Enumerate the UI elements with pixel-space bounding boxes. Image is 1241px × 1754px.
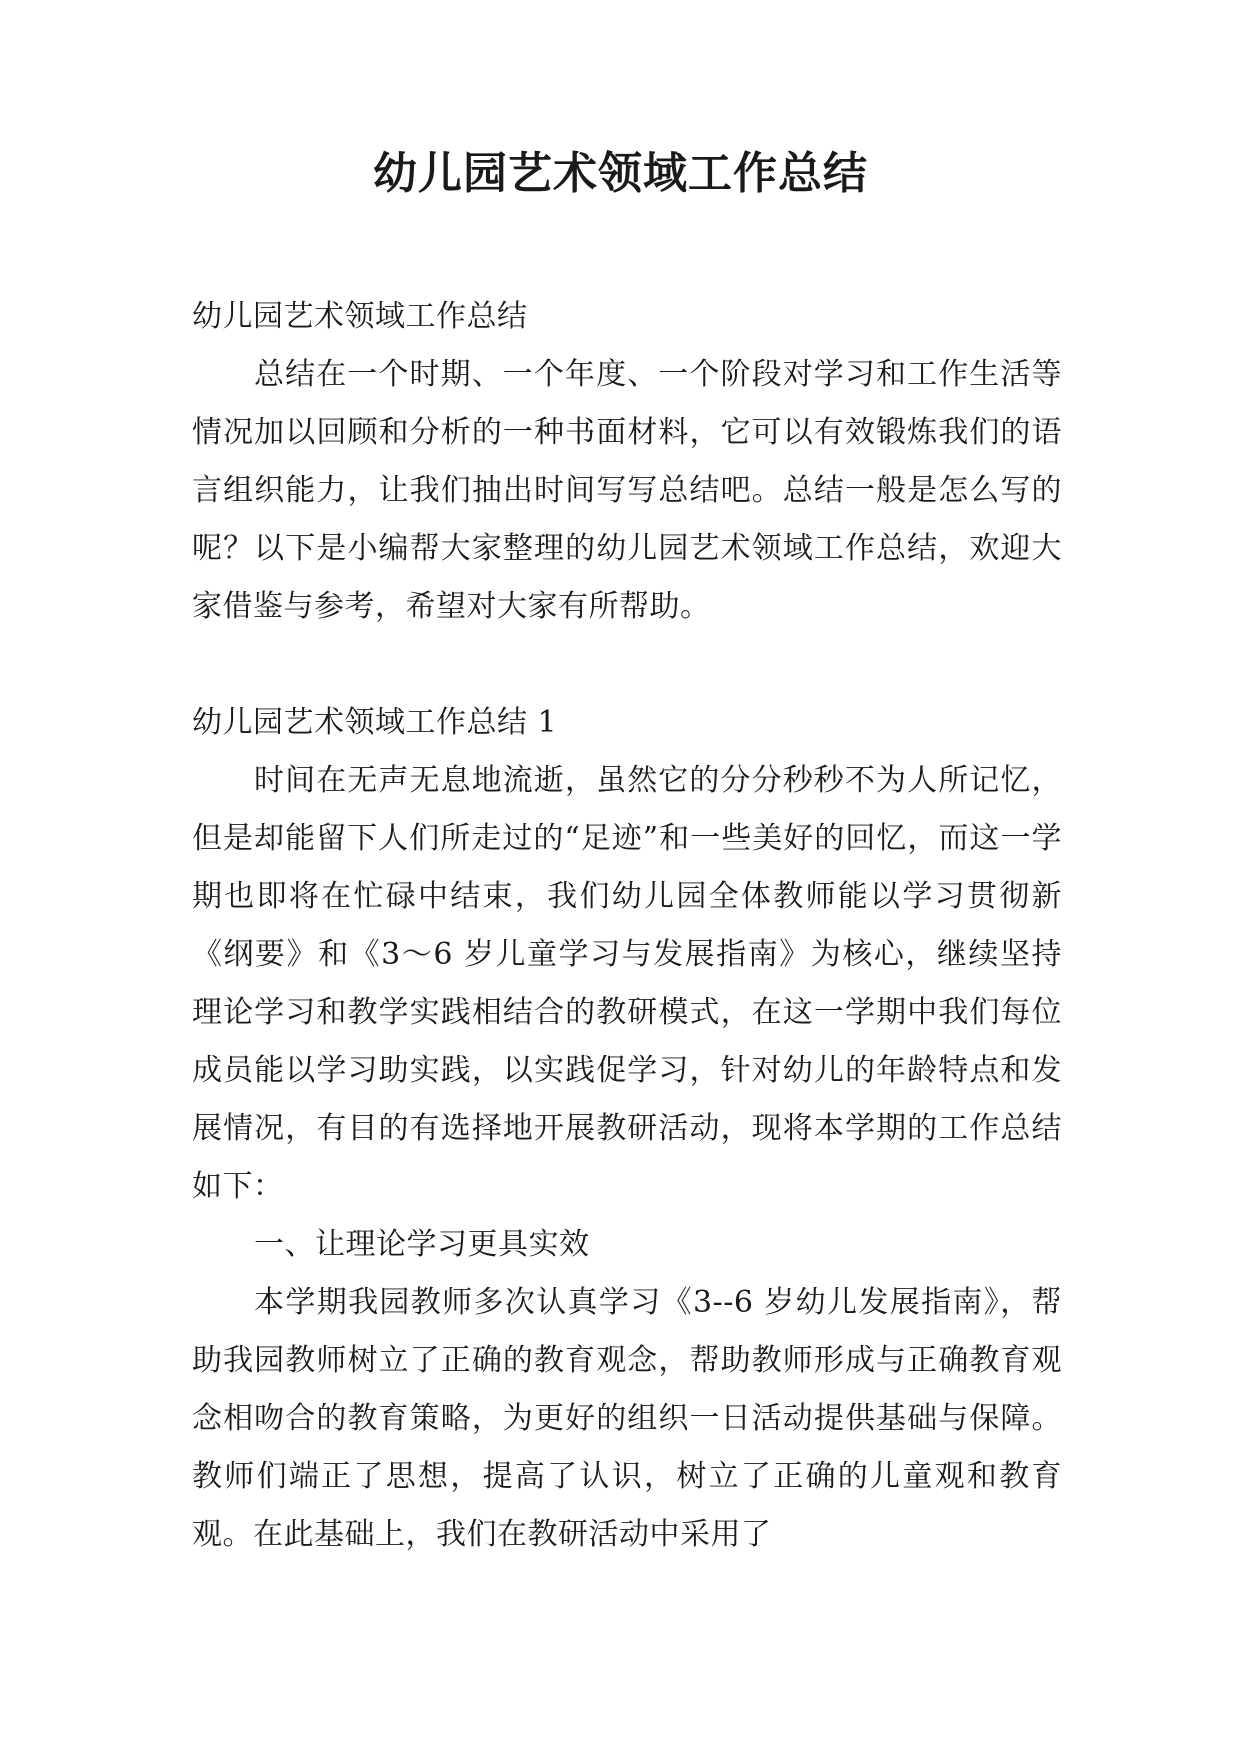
intro-heading: 幼儿园艺术领域工作总结 [192,299,528,334]
intro-paragraph: 总结在一个时期、一个年度、一个阶段对学习和工作生活等情况加以回顾和分析的一种书面材料，它可以有效锻炼我们的语言组织能力，让我们抽出时间写写总结吧。总结一般是怎么写的呢？以下是小编帮大家整理的幼儿园艺术领域工作总结，欢迎大家借鉴与参考，希望对大家有所帮助。 [192,357,1062,624]
subheading-1-paragraph: 本学期我园教师多次认真学习《3--6 岁幼儿发展指南》，帮助我园教师树立了正确的教育观念，帮助教师形成与正确教育观念相吻合的教育策略，为更好的组织一日活动提供基础与保障。教师们端正了思想，提高了认识，树立了正确的儿童观和教育观。在此基础上，我们在教研活动中采用了 [192,1285,1062,1552]
document-title: 幼儿园艺术领域工作总结 [373,148,868,199]
document-body [192,288,1062,1564]
subheading-1: 一、让理论学习更具实效 [254,1227,590,1262]
section-1-heading: 幼儿园艺术领域工作总结 1 [192,705,558,740]
section-1-paragraph: 时间在无声无息地流逝，虽然它的分分秒秒不为人所记忆，但是却能留下人们所走过的“足迹”和一些美好的回忆，而这一学期也即将在忙碌中结束，我们幼儿园全体教师能以学习贯彻新《纲要》和《3～6 岁儿童学习与发展指南》为核心，继续坚持理论学习和教学实践相结合的教研模式，在这一学期中我们每位成员能以学习助实践，以实践促学习，针对幼儿的年龄特点和发展情况，有目的有选择地开展教研活动，现将本学期的工作总结如下： [192,763,1062,1204]
